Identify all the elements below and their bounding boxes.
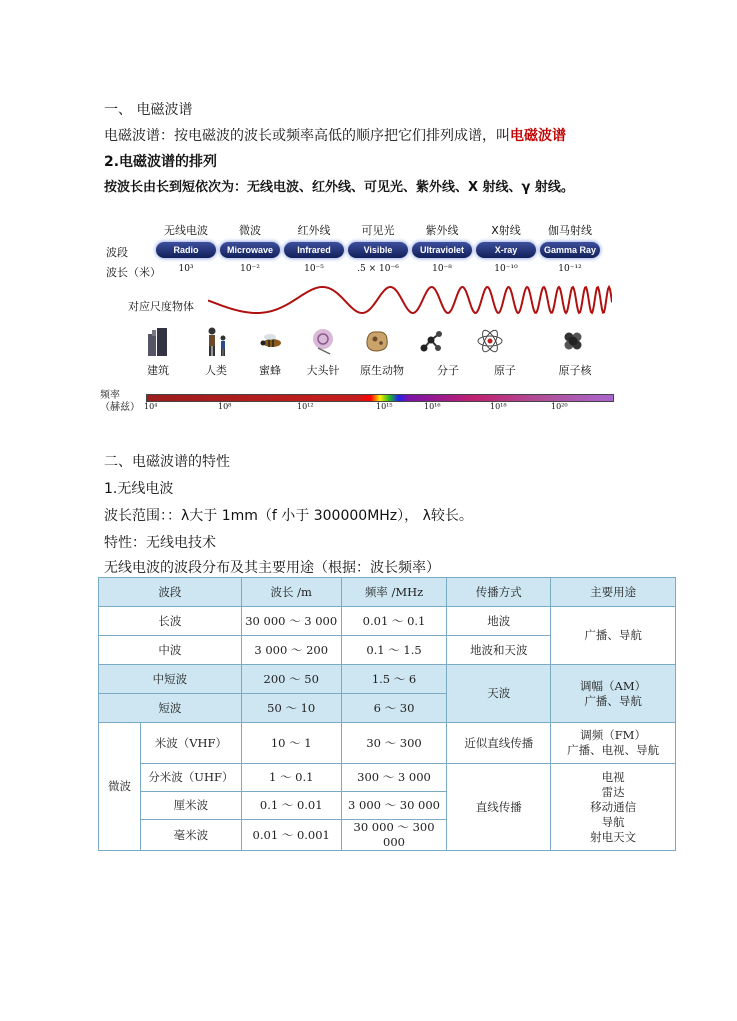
- cell-band: 中波: [99, 636, 242, 665]
- object-building: 建筑: [147, 364, 169, 377]
- band-pill-gamma: Gamma Ray: [540, 242, 600, 258]
- protozoa-icon: [362, 326, 392, 356]
- usage-line: 导航: [601, 814, 625, 829]
- cell-propagation: 天波: [447, 665, 551, 723]
- cell-band: 分米波（UHF）: [140, 764, 241, 792]
- table-row: [99, 607, 676, 636]
- cell-propagation: 地波: [447, 607, 551, 636]
- cell-frequency: 3 000 ～ 30 000: [341, 792, 447, 820]
- cell-usage: 广播、导航: [551, 607, 676, 665]
- table-header-row: [99, 578, 676, 607]
- freq-tick: 10¹⁵: [376, 402, 393, 411]
- usage-line: 射电天文: [590, 829, 637, 844]
- row-label-wavelength: 波长（米）: [106, 266, 161, 279]
- frequency-bar: [146, 394, 614, 402]
- object-protozoa: 原生动物: [360, 364, 404, 377]
- row-label-band: 波段: [106, 246, 128, 259]
- freq-tick: 10⁴: [144, 402, 158, 411]
- usage-line: 移动通信: [590, 799, 637, 814]
- header-usage: 主要用途: [551, 578, 676, 607]
- wave-icon: [208, 282, 612, 318]
- cell-frequency: 0.1 ～ 1.5: [341, 636, 447, 665]
- cell-wavelength: 0.1 ～ 0.01: [241, 792, 341, 820]
- cell-group-microwave: 微波: [99, 723, 141, 851]
- object-atom: 原子: [494, 364, 516, 377]
- cell-wavelength: 200 ～ 50: [241, 665, 341, 694]
- building-icon: [143, 326, 173, 356]
- definition-text: 电磁波谱：按电磁波的波长或频率高低的顺序把它们排列成谱，叫: [104, 128, 510, 144]
- section1-heading: 一、 电磁波谱: [104, 102, 193, 118]
- frequency-label-line1: 频率: [100, 390, 120, 401]
- usage-line: 雷达: [601, 784, 625, 799]
- cell-usage: [551, 723, 676, 764]
- cell-band: 短波: [99, 694, 242, 723]
- band-pill-infrared: Infrared: [284, 242, 344, 258]
- wavelength-microwave: 10⁻²: [240, 264, 260, 274]
- radio-band-table: [98, 577, 676, 851]
- freq-tick: 10⁸: [218, 402, 232, 411]
- wavelength-visible: .5 × 10⁻⁶: [357, 264, 399, 274]
- wavelength-xray: 10⁻¹⁰: [494, 264, 518, 274]
- band-cn-gamma: 伽马射线: [548, 224, 592, 237]
- usage-line: 电视: [601, 769, 625, 784]
- band-cn-microwave: 微波: [239, 224, 261, 237]
- sub-heading-arrangement: 2.电磁波谱的排列: [104, 154, 218, 170]
- cell-frequency: 300 ～ 3 000: [341, 764, 447, 792]
- cell-propagation: 地波和天波: [447, 636, 551, 665]
- cell-propagation: 近似直线传播: [447, 723, 551, 764]
- frequency-label: [100, 390, 140, 414]
- cell-band: 中短波: [99, 665, 242, 694]
- cell-wavelength: 0.01 ～ 0.001: [241, 820, 341, 851]
- cell-frequency: 6 ～ 30: [341, 694, 447, 723]
- freq-tick: 10¹⁸: [490, 402, 507, 411]
- wavelength-radio: 10³: [178, 264, 194, 274]
- radio-wave-heading: 1.无线电波: [104, 481, 174, 497]
- object-bee: 蜜蜂: [259, 364, 281, 377]
- band-cn-visible: 可见光: [361, 224, 395, 237]
- table-row: [99, 764, 676, 792]
- spectrum-figure: [100, 222, 620, 422]
- band-cn-infrared: 红外线: [297, 224, 331, 237]
- object-human: 人类: [205, 364, 227, 377]
- object-molecule: 分子: [437, 364, 459, 377]
- freq-tick: 10²⁰: [551, 402, 568, 411]
- header-wavelength: 波长 /m: [241, 578, 341, 607]
- cell-usage: [551, 764, 676, 851]
- cell-frequency: 0.01 ～ 0.1: [341, 607, 447, 636]
- wavelength-range: 波长范围：：λ大于 1mm（f 小于 300000MHz）， λ较长。: [104, 508, 473, 524]
- usage-line: 广播、电视、导航: [567, 743, 660, 757]
- cell-band: 长波: [99, 607, 242, 636]
- human-icon: [202, 326, 232, 356]
- cell-frequency: 30 000 ～ 300 000: [341, 820, 447, 851]
- header-frequency: 频率 /MHz: [341, 578, 447, 607]
- usage-line: 调幅（AM）: [580, 678, 647, 693]
- header-band: 波段: [99, 578, 242, 607]
- table-row: [99, 723, 676, 764]
- cell-frequency: 30 ～ 300: [341, 723, 447, 764]
- wavelength-infrared: 10⁻⁵: [304, 264, 324, 274]
- table-caption: 无线电波的波段分布及其主要用途（根据：波长频率）: [104, 560, 440, 576]
- wavelength-gamma: 10⁻¹²: [558, 264, 582, 274]
- bee-icon: [256, 326, 286, 356]
- band-pill-microwave: Microwave: [220, 242, 280, 258]
- band-pill-ultraviolet: Ultraviolet: [412, 242, 472, 258]
- usage-line: 广播、导航: [584, 693, 642, 708]
- cell-band: 毫米波: [140, 820, 241, 851]
- band-pill-radio: Radio: [156, 242, 216, 258]
- pin-icon: [308, 326, 338, 356]
- cell-wavelength: 30 000 ～ 3 000: [241, 607, 341, 636]
- band-pill-xray: X-ray: [476, 242, 536, 258]
- frequency-label-line2: （赫兹）: [100, 402, 140, 413]
- cell-band: 米波（VHF）: [140, 723, 241, 764]
- atom-icon: [475, 326, 505, 356]
- cell-wavelength: 1 ～ 0.1: [241, 764, 341, 792]
- definition-term: 电磁波谱: [510, 128, 566, 144]
- cell-propagation: 直线传播: [447, 764, 551, 851]
- cell-wavelength: 50 ～ 10: [241, 694, 341, 723]
- object-nucleus: 原子核: [558, 364, 592, 377]
- header-propagation: 传播方式: [447, 578, 551, 607]
- object-pin: 大头针: [306, 364, 340, 377]
- freq-tick: 10¹²: [297, 402, 314, 411]
- wavelength-ultraviolet: 10⁻⁸: [432, 264, 452, 274]
- definition-line: [104, 126, 566, 146]
- band-cn-radio: 无线电波: [164, 224, 208, 237]
- cell-wavelength: 3 000 ～ 200: [241, 636, 341, 665]
- band-cn-xray: X射线: [491, 224, 521, 237]
- table-row: [99, 665, 676, 694]
- nucleus-icon: [558, 326, 588, 356]
- cell-wavelength: 10 ～ 1: [241, 723, 341, 764]
- band-cn-ultraviolet: 紫外线: [425, 224, 459, 237]
- section2-heading: 二、电磁波谱的特性: [104, 454, 230, 470]
- cell-usage: [551, 665, 676, 723]
- band-pill-visible: Visible: [348, 242, 408, 258]
- freq-tick: 10¹⁶: [424, 402, 441, 411]
- molecule-icon: [416, 326, 446, 356]
- row-label-scale: 对应尺度物体: [128, 300, 194, 313]
- cell-band: 厘米波: [140, 792, 241, 820]
- property-text: 特性：无线电技术: [104, 535, 216, 551]
- cell-frequency: 1.5 ～ 6: [341, 665, 447, 694]
- usage-line: 调频（FM）: [580, 728, 646, 742]
- order-text: 按波长由长到短依次为：无线电波、红外线、可见光、紫外线、X 射线、γ 射线。: [104, 180, 574, 195]
